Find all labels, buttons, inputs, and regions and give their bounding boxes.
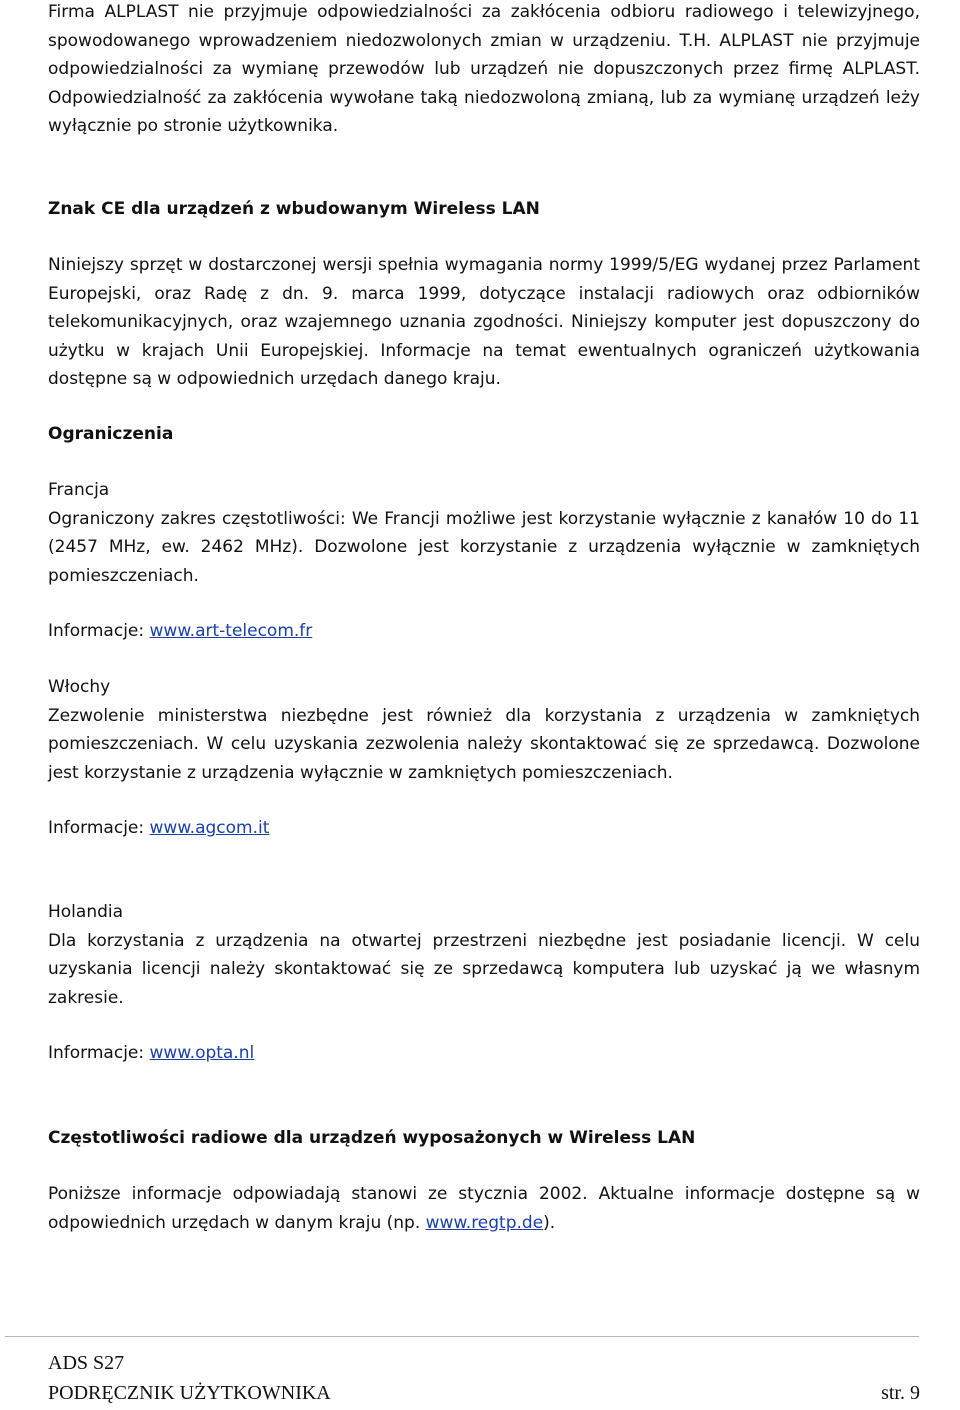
info-line-italy xyxy=(48,814,269,843)
country-name: Holandia xyxy=(48,902,124,922)
footer-row xyxy=(48,1382,920,1405)
restrictions-heading: Ograniczenia xyxy=(48,424,174,444)
intro-text-part2: Odpowiedzialność za zakłócenia wywołane taką niedozwoloną zmianą, lub za wymianę urządzeń leży wyłącznie po stronie użytkownika. xyxy=(48,87,920,136)
country-block-netherlands xyxy=(48,898,920,1012)
frequency-body-end: ). xyxy=(543,1212,556,1233)
footer-manual-title: PODRĘCZNIK UŻYTKOWNIKA xyxy=(48,1382,331,1404)
page-number: str. 9 xyxy=(881,1382,920,1404)
info-link-opta[interactable]: www.opta.nl xyxy=(149,1043,255,1063)
info-label: Informacje: xyxy=(48,621,150,641)
info-link-agcom[interactable]: www.agcom.it xyxy=(149,818,270,838)
info-line-france xyxy=(48,617,312,646)
country-text: Zezwolenie ministerstwa niezbędne jest również dla korzystania z urządzenia w zamkniętych pomieszczeniach. W celu uzyskania zezwolenia należy skontaktować się ze sprzedawcą. Dozwolone jest korzystanie z urządzenia wyłącznie w zamkniętych pomieszczeniach. xyxy=(48,705,920,783)
country-name: Włochy xyxy=(48,677,111,697)
country-block-france xyxy=(48,476,920,590)
info-line-netherlands xyxy=(48,1039,254,1068)
frequency-section-heading: Częstotliwości radiowe dla urządzeń wyposażonych w Wireless LAN xyxy=(48,1128,696,1148)
ce-section-heading: Znak CE dla urządzeń z wbudowanym Wireless LAN xyxy=(48,199,540,219)
ce-section-body: Niniejszy sprzęt w dostarczonej wersji spełnia wymagania normy 1999/5/EG wydanej przez Parlament Europejski, oraz Radę z dn. 9. marca 1999, dotyczące instalacji radiowych oraz odbiorników telekomunikacyjnych, oraz wzajemnego uznania zgodności. Niniejszy komputer jest dopuszczony do użytku w krajach Unii Europejskiej. Informacje na temat ewentualnych ograniczeń użytkowania dostępne są w odpowiednich urzędach danego kraju. xyxy=(48,255,920,389)
info-label: Informacje: xyxy=(48,1043,150,1063)
info-link-art-telecom[interactable]: www.art-telecom.fr xyxy=(149,621,313,641)
country-name: Francja xyxy=(48,480,110,500)
frequency-section-body xyxy=(48,1180,920,1237)
intro-text-part1: Firma ALPLAST nie przyjmuje odpowiedzialności za zakłócenia odbioru radiowego i telewizyjnego, spowodowanego wprowadzeniem niedozwolonych zmian w urządzeniu. T.H. ALPLAST nie przyjmuje odpowiedzialności za wymianę przewodów lub urządzeń nie dopuszczonych przez firmę ALPLAST. xyxy=(48,2,920,79)
country-text: Dla korzystania z urządzenia na otwartej przestrzeni niezbędne jest posiadanie licencji. W celu uzyskania licencji należy skontaktować się ze sprzedawcą komputera lub uzyskać ją we własnym zakresie. xyxy=(48,930,920,1008)
footer-divider xyxy=(5,1336,919,1337)
frequency-body-text: Poniższe informacje odpowiadają stanowi ze stycznia 2002. Aktualne informacje dostępne są w odpowiednich urzędach w danym kraju (np. xyxy=(48,1184,920,1233)
footer-model: ADS S27 xyxy=(48,1352,125,1374)
info-link-regtp[interactable]: www.regtp.de xyxy=(425,1212,544,1233)
info-label: Informacje: xyxy=(48,818,150,838)
country-text: Ograniczony zakres częstotliwości: We Francji możliwe jest korzystanie wyłącznie z kanałów 10 do 11 (2457 MHz, ew. 2462 MHz). Dozwolone jest korzystanie z urządzenia wyłącznie w zamkniętych pomieszczeniach. xyxy=(48,508,920,586)
country-block-italy xyxy=(48,673,920,787)
intro-paragraph xyxy=(48,0,920,141)
